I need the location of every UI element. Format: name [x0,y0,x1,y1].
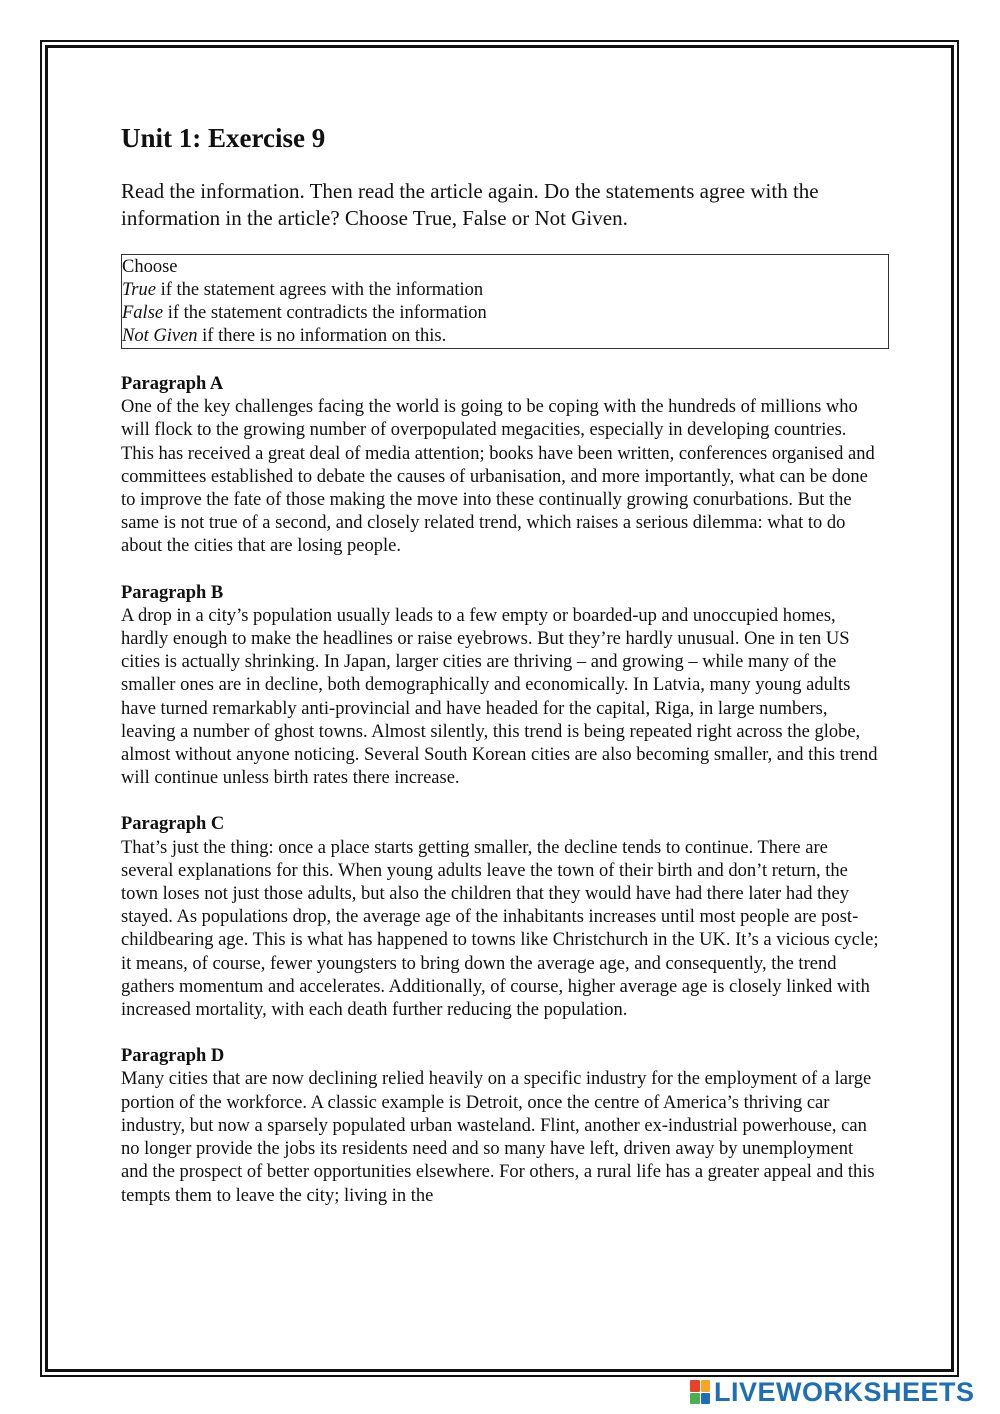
choose-option-true [122,279,888,302]
paragraph-text: A drop in a city’s population usually leads to a few empty or boarded-up and unoccupied homes, hardly enough to make the headlines or raise eyebrows. But they’re hardly unusual. One in ten US cities is actually shrinking. In Japan, larger cities are thriving – and growing – while many of the smaller ones are in decline, both demographically and economically. In Latvia, many young adults have turned remarkably anti-provincial and have headed for the capital, Riga, in large numbers, leaving a number of ghost towns. Almost silently, this trend is being repeated right across the globe, almost without anyone noticing. Several South Korean cities are also becoming smaller, and this trend will continue unless birth rates there increase. [121,605,878,789]
instructions: Read the information. Then read the article again. Do the statements agree with the information in the article? Choose True, False or Not Given. [121,179,819,230]
paragraph-heading: Paragraph C [121,814,225,835]
logo-square [701,1380,711,1392]
option-description: if there is no information on this. [197,326,447,346]
paragraph-heading: Paragraph A [121,374,224,394]
liveworksheets-logo-icon [690,1380,710,1404]
logo-square [690,1380,700,1392]
option-term: Not Given [122,326,198,346]
paragraph-c [121,813,883,1022]
paragraph-b [121,582,883,791]
paragraph-d [121,1045,883,1207]
choose-heading: Choose [122,257,178,277]
paragraph-heading: Paragraph B [121,582,224,603]
choose-option-not-given [122,325,888,348]
option-description: if the statement contradicts the information [163,303,487,323]
paragraph-text: That’s just the thing: once a place starts getting smaller, the decline tends to continue. There are several explanations for this. When young adults leave the town of their birth and don’t return, the town loses not just those adults, but also the children that they would have had there later had they stayed. As populations drop, the average age of the inhabitants increases until most people are post-childbearing age. This is what has happened to towns like Christchurch in the UK. It’s a vicious cycle; it means, of course, fewer youngsters to bring down the average age, and consequently, the trend gathers momentum and accelerates. Additionally, of course, higher average age is closely linked with increased mortality, with each death further reducing the population. [121,837,879,1021]
liveworksheets-wordmark: LIVEWORKSHEETS [714,1376,975,1407]
liveworksheets-logo[interactable] [690,1376,975,1408]
paragraph-a [121,373,883,559]
option-description: if the statement agrees with the information [155,280,484,300]
paragraph-text: Many cities that are now declining relied heavily on a specific industry for the employment of a large portion of the workforce. A classic example is Detroit, once the centre of America’s thriving car industry, but now a sparsely populated urban wasteland. Flint, another ex-industrial powerhouse, can no longer provide the jobs its residents need and so many have left, driven away by unemployment and the prospect of better opportunities elsewhere. For others, a rural life has a greater appeal and this tempts them to leave the city; living in the [121,1069,875,1206]
option-term: False [122,303,164,323]
option-term: True [122,280,156,300]
paragraph-heading: Paragraph D [121,1046,225,1067]
worksheet-content [121,120,883,1208]
paragraph-text: One of the key challenges facing the world is going to be coping with the hundreds of millions who will flock to the growing number of overpopulated megacities, especially in developing countries. This has received a great deal of media attention; books have been written, conferences organised and committees established to debate the causes of urbanisation, and more importantly, what can be done to improve the fate of those making the move into these continually growing conurbations. But the same is not true of a second, and closely related trend, which raises a serious dilemma: what to do about the cities that are losing people. [121,397,875,557]
logo-square [701,1393,711,1405]
choose-legend-box [121,254,889,349]
logo-square [690,1393,700,1405]
choose-option-false [122,302,888,325]
page-title: Unit 1: Exercise 9 [121,123,326,153]
